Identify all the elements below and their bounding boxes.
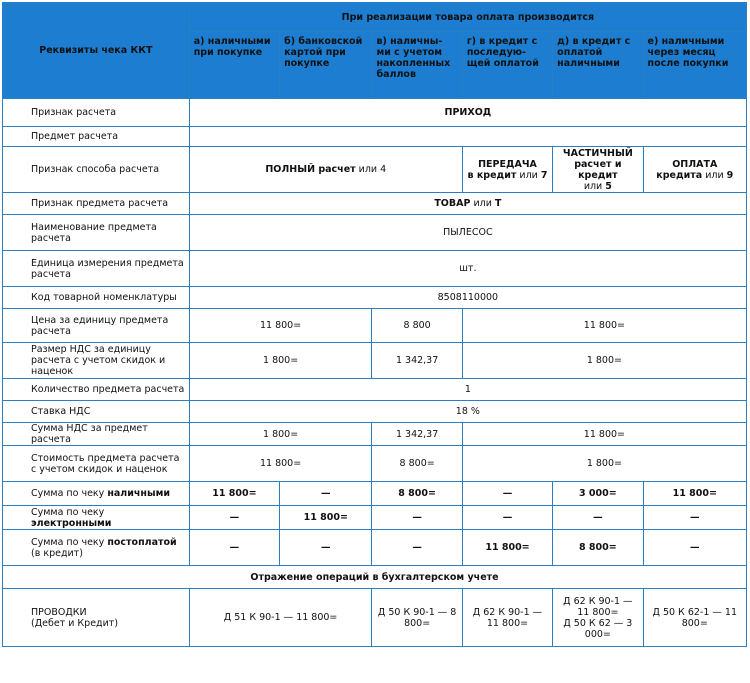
cell-el-d: — bbox=[553, 506, 643, 530]
cell-post-g: 11 800= bbox=[462, 530, 552, 566]
row-vat-sum bbox=[3, 423, 747, 446]
row-code bbox=[3, 287, 747, 309]
cell-price-rest: 11 800= bbox=[462, 309, 746, 343]
cell-vat-unit-ab: 1 800= bbox=[189, 343, 372, 379]
cell-post-d: 8 800= bbox=[553, 530, 643, 566]
cell-el-g: — bbox=[462, 506, 552, 530]
row-sposob bbox=[3, 147, 747, 193]
row-label: Наименование предмета расчета bbox=[3, 215, 190, 251]
cell-cash-v: 8 800= bbox=[372, 482, 462, 506]
cell-cash-d: 3 000= bbox=[553, 482, 643, 506]
row-label: Сумма по чеку наличными bbox=[3, 482, 190, 506]
cell-cash-g: — bbox=[462, 482, 552, 506]
cell-post-b: — bbox=[280, 530, 372, 566]
row-postpay bbox=[3, 530, 747, 566]
row-label: Код товарной номенклатуры bbox=[3, 287, 190, 309]
cell-cash-b: — bbox=[280, 482, 372, 506]
cell-post-v: — bbox=[372, 530, 462, 566]
cell-entry-e: Д 50 К 62-1 — 11 800= bbox=[643, 589, 746, 647]
row-electronic bbox=[3, 506, 747, 530]
header-col-b: б) банковской картой при покупке bbox=[280, 32, 372, 99]
cell-post-e: — bbox=[643, 530, 746, 566]
row-label: Сумма по чеку электронными bbox=[3, 506, 190, 530]
row-label: Единица измерения предмета расчета bbox=[3, 251, 190, 287]
cell-entry-ab: Д 51 К 90-1 — 11 800= bbox=[189, 589, 372, 647]
row-section-title bbox=[3, 566, 747, 589]
cell-vat-sum-ab: 1 800= bbox=[189, 423, 372, 446]
row-entries bbox=[3, 589, 747, 647]
cell-partial-payment: ЧАСТИЧНЫЙ расчет и кредит или 5 bbox=[553, 147, 643, 193]
row-predmet-priznak bbox=[3, 193, 747, 215]
cell-cost-rest: 1 800= bbox=[462, 446, 746, 482]
cell-cost-v: 8 800= bbox=[372, 446, 462, 482]
cell-price-v: 8 800 bbox=[372, 309, 462, 343]
cell-cash-e: 11 800= bbox=[643, 482, 746, 506]
cell-product-name: ПЫЛЕСОС bbox=[189, 215, 746, 251]
cell-post-a: — bbox=[189, 530, 279, 566]
header-col-a: а) наличными при покупке bbox=[189, 32, 279, 99]
header-payment-methods: При реализации товара оплата производится bbox=[189, 3, 746, 32]
cell-credit-payment: ОПЛАТА кредита или 9 bbox=[643, 147, 746, 193]
row-label: Сумма по чеку постоплатой (в кредит) bbox=[3, 530, 190, 566]
row-label: Предмет расчета bbox=[3, 127, 190, 147]
header-requisites: Реквизиты чека ККТ bbox=[3, 3, 190, 99]
header-col-g: г) в кредит с последую- щей оплатой bbox=[462, 32, 552, 99]
cell-unit: шт. bbox=[189, 251, 746, 287]
row-vat-rate bbox=[3, 401, 747, 423]
cell-vat-sum-v: 1 342,37 bbox=[372, 423, 462, 446]
cell-vat-rate: 18 % bbox=[189, 401, 746, 423]
cell-vat-unit-v: 1 342,37 bbox=[372, 343, 462, 379]
cell-el-a: — bbox=[189, 506, 279, 530]
cell-entry-v: Д 50 К 90-1 — 8 800= bbox=[372, 589, 462, 647]
cell-code: 8508110000 bbox=[189, 287, 746, 309]
cell-full-payment: ПОЛНЫЙ расчет или 4 bbox=[189, 147, 462, 193]
row-vat-unit bbox=[3, 343, 747, 379]
cell-el-b: 11 800= bbox=[280, 506, 372, 530]
cell-el-v: — bbox=[372, 506, 462, 530]
cell-empty bbox=[189, 127, 746, 147]
row-label: ПРОВОДКИ (Дебет и Кредит) bbox=[3, 589, 190, 647]
cell-tovar: ТОВАР или Т bbox=[189, 193, 746, 215]
row-unit bbox=[3, 251, 747, 287]
row-label: Ставка НДС bbox=[3, 401, 190, 423]
row-label: Сумма НДС за предмет расчета bbox=[3, 423, 190, 446]
header-row-1 bbox=[3, 3, 747, 32]
cell-cost-ab: 11 800= bbox=[189, 446, 372, 482]
cell-cash-a: 11 800= bbox=[189, 482, 279, 506]
cell-el-e: — bbox=[643, 506, 746, 530]
header-col-e: е) наличными через месяц после покупки bbox=[643, 32, 746, 99]
row-label: Признак предмета расчета bbox=[3, 193, 190, 215]
row-price bbox=[3, 309, 747, 343]
header-col-d: д) в кредит с оплатой наличными bbox=[553, 32, 643, 99]
row-label: Признак расчета bbox=[3, 99, 190, 127]
row-label: Размер НДС за единицу расчета с учетом скидок и наценок bbox=[3, 343, 190, 379]
header-col-v: в) наличны- ми с учетом накопленных баллов bbox=[372, 32, 462, 99]
row-cash bbox=[3, 482, 747, 506]
section-title: Отражение операций в бухгалтерском учете bbox=[3, 566, 747, 589]
cell-vat-unit-rest: 1 800= bbox=[462, 343, 746, 379]
row-priznak bbox=[3, 99, 747, 127]
cell-entry-g: Д 62 К 90-1 — 11 800= bbox=[462, 589, 552, 647]
row-label: Признак способа расчета bbox=[3, 147, 190, 193]
cell-entry-d: Д 62 К 90-1 — 11 800= Д 50 К 62 — 3 000= bbox=[553, 589, 643, 647]
cell-credit-transfer: ПЕРЕДАЧА в кредит или 7 bbox=[462, 147, 552, 193]
cell-prihod: ПРИХОД bbox=[189, 99, 746, 127]
cell-vat-sum-rest: 11 800= bbox=[462, 423, 746, 446]
row-label: Количество предмета расчета bbox=[3, 379, 190, 401]
row-name bbox=[3, 215, 747, 251]
cell-price-ab: 11 800= bbox=[189, 309, 372, 343]
row-qty bbox=[3, 379, 747, 401]
row-label: Стоимость предмета расчета с учетом скидок и наценок bbox=[3, 446, 190, 482]
cell-qty: 1 bbox=[189, 379, 746, 401]
kkt-receipt-table bbox=[2, 2, 747, 647]
row-label: Цена за единицу предмета расчета bbox=[3, 309, 190, 343]
row-predmet bbox=[3, 127, 747, 147]
row-cost bbox=[3, 446, 747, 482]
